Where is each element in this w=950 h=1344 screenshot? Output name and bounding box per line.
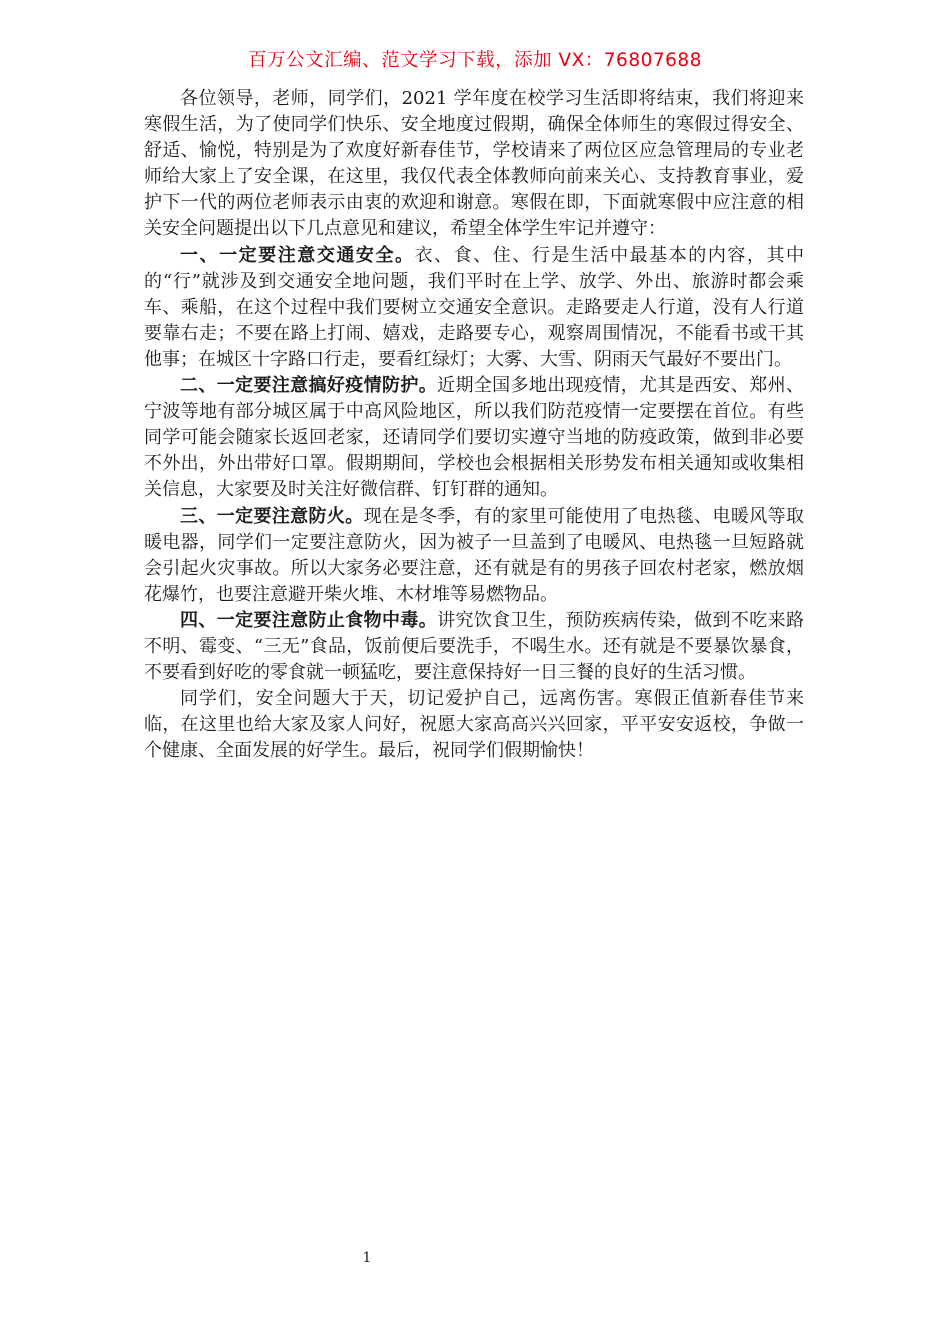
section-text-2: 近期全国多地出现疫情，尤其是西安、郑州、宁波等地有部分城区属于中高风险地区，所以我们防范疫情一定要摆在首位。有些同学可能会随家长返回老家，还请同学们要切实遵守当地的防疫政策，做到非必要不外出，外出带好口罩。假期期间，学校也会根据相关形势发布相关通知或收集相关信息，大家要及时关注好微信群、钉钉群的通知。 — [144, 375, 805, 501]
section-paragraph-4 — [144, 608, 804, 686]
section-heading-3: 三、一定要注意防火。 — [180, 505, 364, 527]
section-paragraph-3 — [144, 504, 804, 608]
closing-paragraph: 同学们，安全问题大于天，切记爱护自己，远离伤害。寒假正值新春佳节来临，在这里也给大家及家人问好，祝愿大家高高兴兴回家，平平安安返校，争做一个健康、全面发展的好学生。最后，祝同学们假期愉快！ — [144, 688, 804, 762]
section-heading-2: 二、一定要注意搞好疫情防护。 — [180, 375, 438, 397]
header-banner: 百万公文汇编、范文学习下载，添加 VX：76807688 — [248, 50, 702, 71]
section-heading-4: 四、一定要注意防止食物中毒。 — [180, 609, 438, 631]
page-number: 1 — [362, 1250, 372, 1266]
section-text-3: 现在是冬季，有的家里可能使用了电热毯、电暖风等取暖电器，同学们一定要注意防火，因为被子一旦盖到了电暖风、电热毯一旦短路就会引起火灾事故。所以大家务必要注意，还有就是有的男孩子回农村老家，燃放烟花爆竹，也要注意避开柴火堆、木材堆等易燃物品。 — [144, 505, 805, 605]
document-body — [144, 86, 804, 764]
section-text-1: 衣、食、住、行是生活中最基本的内容，其中的“行”就涉及到交通安全地问题，我们平时在上学、放学、外出、旅游时都会乘车、乘船，在这个过程中我们要树立交通安全意识。走路要走人行道，没有人行道要靠右走；不要在路上打闹、嬉戏，走路要专心，观察周围情况，不能看书或干其他事；在城区十字路口行走，要看红绿灯；大雾、大雪、阴雨天气最好不要出门。 — [144, 244, 805, 370]
section-heading-1: 一、一定要注意交通安全。 — [180, 244, 415, 266]
intro-paragraph: 各位领导，老师，同学们，2021 学年度在校学习生活即将结束，我们将迎来寒假生活，为了使同学们快乐、安全地度过假期，确保全体师生的寒假过得安全、舒适、愉悦，特别是为了欢度好新春佳节，学校请来了两位区应急管理局的专业老师给大家上了安全课，在这里，我仅代表全体教师向前来关心、支持教育事业，爱护下一代的两位老师表示由衷的欢迎和谢意。寒假在即，下面就寒假中应注意的相关安全问题提出以下几点意见和建议，希望全体学生牢记并遵守： — [144, 88, 804, 240]
section-text-4: 讲究饮食卫生，预防疾病传染，做到不吃来路不明、霉变、“三无”食品，饭前便后要洗手，不喝生水。还有就是不要暴饮暴食，不要看到好吃的零食就一顿猛吃，要注意保持好一日三餐的良好的生活习惯。 — [144, 609, 805, 684]
section-paragraph-2 — [144, 373, 804, 503]
section-paragraph-1 — [144, 243, 804, 373]
